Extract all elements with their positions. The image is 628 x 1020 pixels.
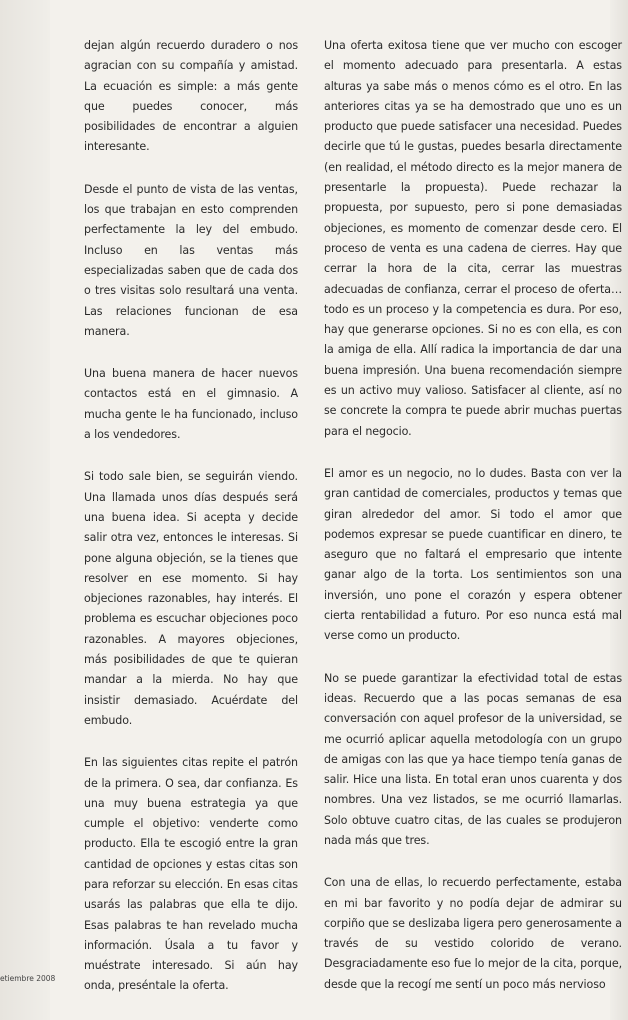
paragraph: dejan algún recuerdo duradero o nos agracian con su compañía y amistad. La ecuación es simple: a más gente que puedes conocer, más posibilidades de encontrar a alguien interesante. <box>84 39 298 154</box>
left-column <box>84 36 298 1019</box>
paragraph: Una oferta exitosa tiene que ver mucho con escoger el momento adecuado para presentarla. A estas alturas ya sabe más o menos cómo es el otro. En las anteriores citas ya se ha demostrado que uno es un producto que puede satisfacer una necesidad. Puedes decirle que tú le gustas, puedes besarla directamente (en realidad, el método directo es la mejor manera de presentarle la propuesta). Puede rechazar la propuesta, por supuesto, pero si pone demasiadas objeciones, es momento de comenzar desde cero. El proceso de venta es una cadena de cierres. Hay que cerrar la hora de la cita, cerrar las muestras adecuadas de confianza, cerrar el proceso de oferta… todo es un proceso y la competencia es dura. Por eso, hay que generarse opciones. Si no es con ella, es con la amiga de ella. Allí radica la importancia de dar una buena impresión. Una buena recomendación siempre es un activo muy valioso. Satisfacer al cliente, así no se concrete la compra te puede abrir muchas puertas para el negocio. <box>324 39 622 438</box>
paragraph: Una buena manera de hacer nuevos contactos está en el gimnasio. A mucha gente le ha funcionado, incluso a los vendedores. <box>84 367 298 442</box>
right-column <box>324 36 622 1017</box>
paragraph: Con una de ellas, lo recuerdo perfectamente, estaba en mi bar favorito y no podía dejar de admirar su corpiño que se deslizaba ligera pero generosamente a través de su vestido colorido de verano. Desgraciadamente eso fue lo mejor de la cita, porque, desde que la recogí me sentí un poco más nervioso <box>324 876 622 991</box>
page-footer-date: etiembre 2008 <box>0 974 56 983</box>
paragraph: No se puede garantizar la efectividad total de estas ideas. Recuerdo que a las pocas semanas de esa conversación con aquel profesor de la universidad, se me ocurrió aplicar aquella metodología con un grupo de amigas con las que ya hace tiempo tenía ganas de salir. Hice una lista. En total eran unos cuarenta y dos nombres. Una vez listados, se me ocurrió llamarlas. Solo obtuve cuatro citas, de las cuales se produjeron nada más que tres. <box>324 671 622 847</box>
left-page-bleed <box>0 0 50 1020</box>
paragraph: Si todo sale bien, se seguirán viendo. Una llamada unos días después será una buena idea. Si acepta y decide salir otra vez, entonces le interesas. Si pone alguna objeción, se la tienes que resolver en ese momento. Si hay objeciones razonables, hay interés. El problema es escuchar objeciones poco razonables. A mayores objeciones, más posibilidades de que te quieran mandar a la mierda. No hay que insistir demasiado. Acuérdate del embudo. <box>84 470 298 727</box>
paragraph: En las siguientes citas repite el patrón de la primera. O sea, dar confianza. Es una muy buena estrategia ya que cumple el objetivo: venderte como producto. Ella te escogió entre la gran cantidad de opciones y estas citas son para reforzar su elección. En esas citas usarás las palabras que ella te dijo. Esas palabras te han revelado mucha información. Úsala a tu favor y muéstrate interesado. Si aún hay onda, preséntale la oferta. <box>84 756 298 993</box>
paragraph: Desde el punto de vista de las ventas, los que trabajan en esto comprenden perfectamente la ley del embudo. Incluso en las ventas más especializadas saben que de cada dos o tres visitas solo resultará una venta. Las relaciones funcionan de esa manera. <box>84 182 298 338</box>
paragraph: El amor es un negocio, no lo dudes. Basta con ver la gran cantidad de comerciales, productos y temas que giran alrededor del amor. Si todo el amor que podemos expresar se puede cuantificar en dinero, te aseguro que no faltará el empresario que intente ganar algo de la torta. Los sentimientos son una inversión, uno pone el corazón y espera obtener cierta rentabilidad a futuro. Por eso nunca está mal verse como un producto. <box>324 466 622 643</box>
